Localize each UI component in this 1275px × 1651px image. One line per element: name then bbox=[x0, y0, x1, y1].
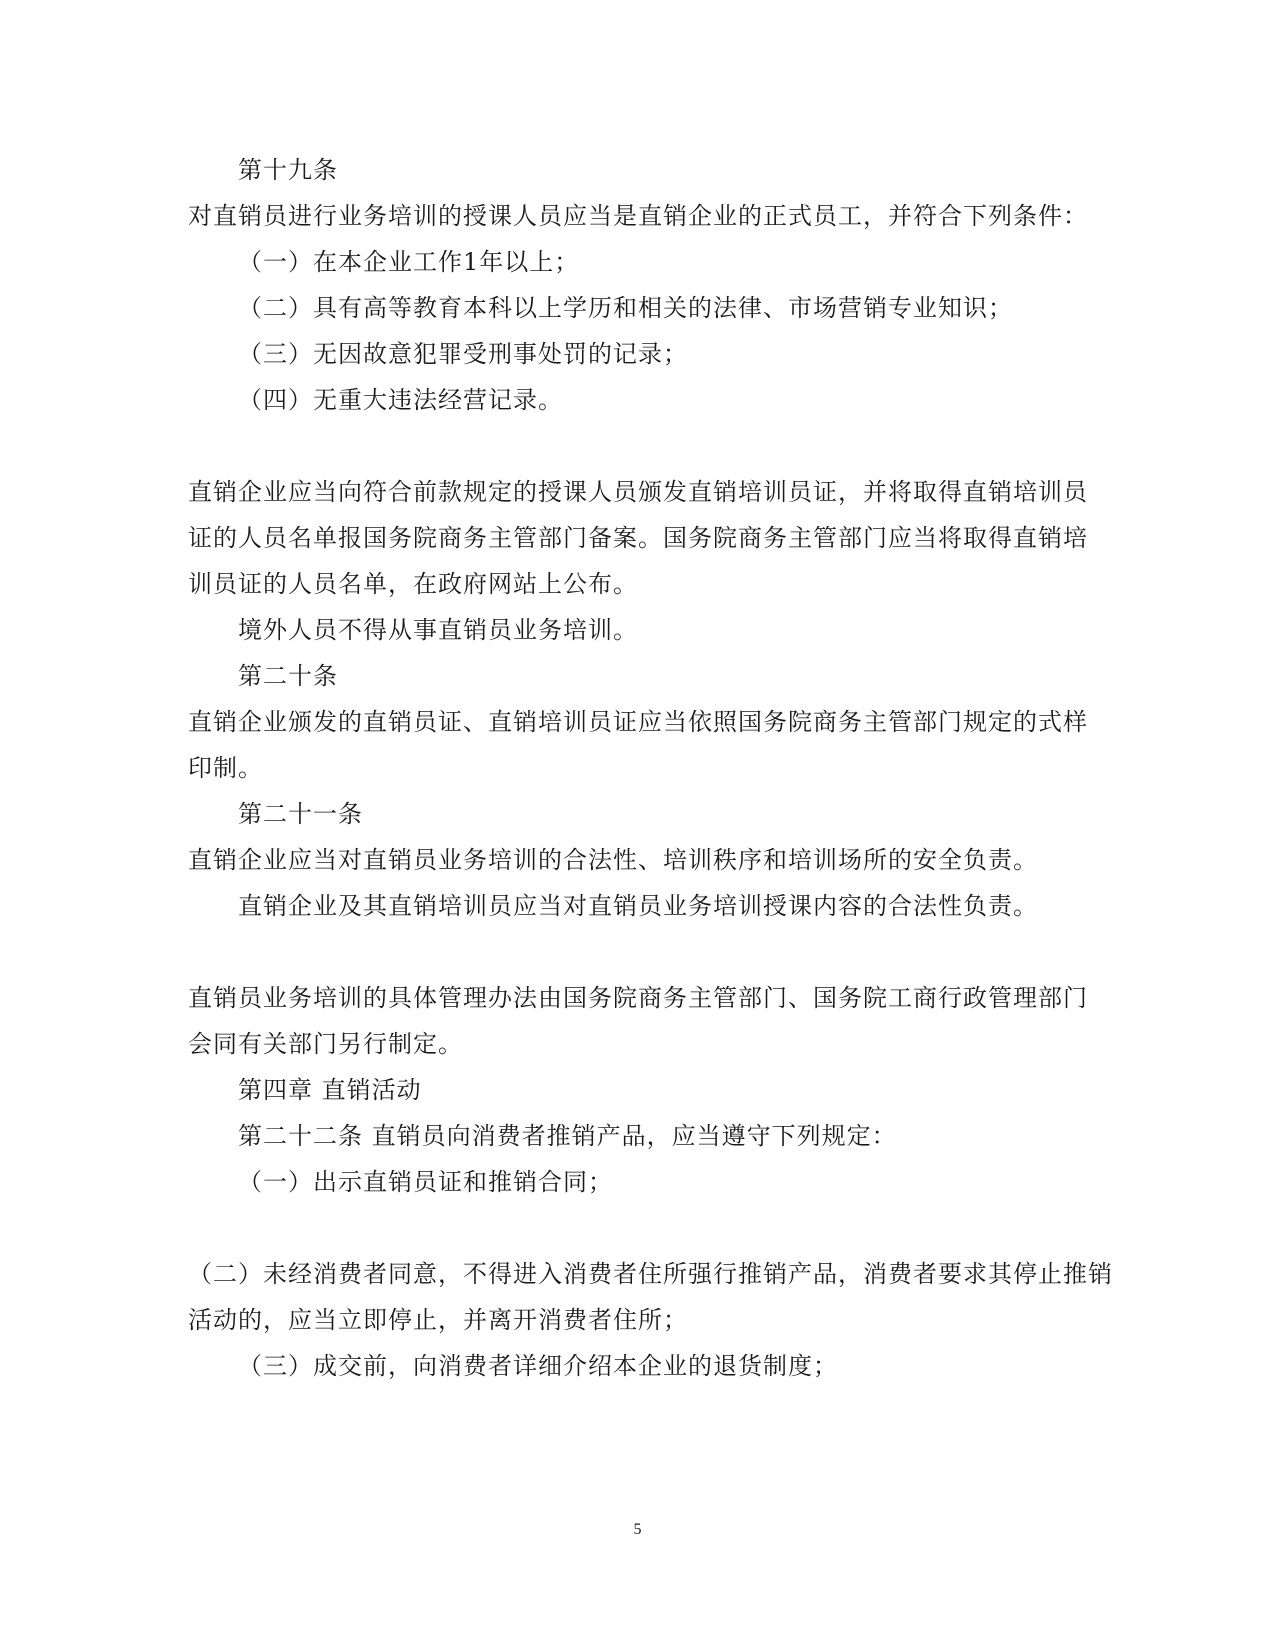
page-number: 5 bbox=[633, 1521, 642, 1538]
chapter-heading: 第四章 直销活动 bbox=[238, 1076, 422, 1104]
paragraph-line: 境外人员不得从事直销员业务培训。 bbox=[238, 616, 638, 644]
paragraph-line: 印制。 bbox=[188, 754, 263, 782]
paragraph-line: 直销企业及其直销培训员应当对直销员业务培训授课内容的合法性负责。 bbox=[238, 892, 1038, 920]
paragraph-line: 活动的，应当立即停止，并离开消费者住所； bbox=[188, 1306, 688, 1334]
article-20-heading: 第二十条 bbox=[238, 662, 338, 690]
paragraph-line: 直销企业颁发的直销员证、直销培训员证应当依照国务院商务主管部门规定的式样 bbox=[188, 708, 1088, 736]
list-item: （四）无重大违法经营记录。 bbox=[238, 386, 563, 414]
paragraph-line: 会同有关部门另行制定。 bbox=[188, 1030, 463, 1058]
paragraph-line: 对直销员进行业务培训的授课人员应当是直销企业的正式员工，并符合下列条件： bbox=[188, 202, 1088, 230]
article-22-heading: 第二十二条 直销员向消费者推销产品，应当遵守下列规定： bbox=[238, 1122, 897, 1150]
list-item: （一）出示直销员证和推销合同； bbox=[238, 1168, 613, 1196]
list-item: （二）具有高等教育本科以上学历和相关的法律、市场营销专业知识； bbox=[238, 294, 1013, 322]
list-item: （三）成交前，向消费者详细介绍本企业的退货制度； bbox=[238, 1352, 838, 1380]
article-21-heading: 第二十一条 bbox=[238, 800, 363, 828]
paragraph-line: 直销员业务培训的具体管理办法由国务院商务主管部门、国务院工商行政管理部门 bbox=[188, 984, 1088, 1012]
list-item: （二）未经消费者同意，不得进入消费者住所强行推销产品，消费者要求其停止推销 bbox=[188, 1260, 1113, 1288]
list-item: （一）在本企业工作1年以上； bbox=[238, 248, 580, 276]
paragraph-line: 直销企业应当向符合前款规定的授课人员颁发直销培训员证，并将取得直销培训员 bbox=[188, 478, 1088, 506]
list-item: （三）无因故意犯罪受刑事处罚的记录； bbox=[238, 340, 688, 368]
article-19-heading: 第十九条 bbox=[238, 156, 338, 184]
paragraph-line: 训员证的人员名单，在政府网站上公布。 bbox=[188, 570, 638, 598]
paragraph-line: 直销企业应当对直销员业务培训的合法性、培训秩序和培训场所的安全负责。 bbox=[188, 846, 1038, 874]
paragraph-line: 证的人员名单报国务院商务主管部门备案。国务院商务主管部门应当将取得直销培 bbox=[188, 524, 1088, 552]
